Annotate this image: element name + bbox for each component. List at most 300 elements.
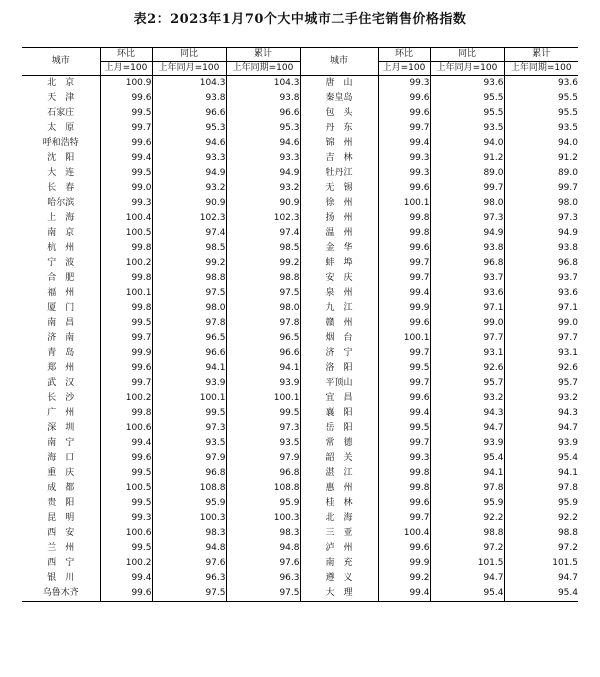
left-city-cell: 重 庆	[47, 468, 75, 478]
right-city-cell: 北 海	[300, 511, 378, 526]
left-mom-cell: 100.9	[100, 76, 152, 92]
right-mom-cell: 100.1	[378, 196, 430, 211]
table-row	[22, 331, 578, 346]
right-mom-cell: 99.6	[378, 181, 430, 196]
left-cum-cell: 97.9	[226, 451, 300, 466]
table-row	[22, 451, 578, 466]
left-mom-cell: 99.6	[100, 361, 152, 376]
header-cumulative-right: 累计	[504, 48, 578, 62]
right-cum-cell: 94.7	[504, 571, 578, 586]
left-cum-cell: 100.3	[226, 511, 300, 526]
left-yoy-cell: 97.5	[152, 286, 226, 301]
right-mom-cell: 99.6	[378, 316, 430, 331]
left-yoy-cell: 98.5	[152, 241, 226, 256]
right-cum-cell: 97.1	[504, 301, 578, 316]
left-city-cell: 杭 州	[47, 243, 75, 253]
right-city-cell: 金 华	[300, 241, 378, 256]
left-city-cell: 合 肥	[47, 273, 75, 283]
left-cum-cell: 102.3	[226, 211, 300, 226]
right-cum-cell: 98.8	[504, 526, 578, 541]
left-city-cell: 天 津	[47, 93, 75, 103]
left-cum-cell: 96.8	[226, 466, 300, 481]
left-mom-cell: 99.5	[100, 466, 152, 481]
left-cum-cell: 96.5	[226, 331, 300, 346]
right-cum-cell: 89.0	[504, 166, 578, 181]
right-mom-cell: 99.8	[378, 466, 430, 481]
left-city-cell: 沈 阳	[47, 153, 75, 163]
left-mom-cell: 99.6	[100, 451, 152, 466]
left-mom-cell: 99.6	[100, 91, 152, 106]
right-city-cell: 温 州	[300, 226, 378, 241]
left-city-cell: 宁 波	[47, 258, 75, 268]
left-cum-cell: 97.5	[226, 286, 300, 301]
header-mom-base-right: 上月=100	[378, 62, 430, 76]
table-row	[22, 106, 578, 121]
right-cum-cell: 101.5	[504, 556, 578, 571]
right-city-cell: 赣 州	[300, 316, 378, 331]
left-city-cell: 武 汉	[47, 378, 75, 388]
right-cum-cell: 94.0	[504, 136, 578, 151]
left-cum-cell: 95.3	[226, 121, 300, 136]
left-city-cell: 广 州	[47, 408, 75, 418]
table-row	[22, 511, 578, 526]
left-yoy-cell: 97.4	[152, 226, 226, 241]
right-mom-cell: 99.9	[378, 301, 430, 316]
left-mom-cell: 99.5	[100, 541, 152, 556]
right-mom-cell: 99.7	[378, 256, 430, 271]
left-mom-cell: 99.5	[100, 166, 152, 181]
right-yoy-cell: 97.7	[430, 331, 504, 346]
table-row	[22, 406, 578, 421]
right-yoy-cell: 95.4	[430, 586, 504, 602]
right-mom-cell: 100.4	[378, 526, 430, 541]
left-city-cell: 海 口	[47, 453, 75, 463]
right-yoy-cell: 95.5	[430, 91, 504, 106]
header-yoy-base-left: 上年同月=100	[152, 62, 226, 76]
right-yoy-cell: 89.0	[430, 166, 504, 181]
right-mom-cell: 99.6	[378, 541, 430, 556]
right-mom-cell: 99.2	[378, 571, 430, 586]
header-mom-base-left: 上月=100	[100, 62, 152, 76]
left-cum-cell: 95.9	[226, 496, 300, 511]
left-yoy-cell: 96.5	[152, 331, 226, 346]
table-header	[22, 48, 578, 76]
right-cum-cell: 95.5	[504, 91, 578, 106]
table-row	[22, 166, 578, 181]
left-cum-cell: 93.2	[226, 181, 300, 196]
left-cum-cell: 94.8	[226, 541, 300, 556]
right-cum-cell: 99.7	[504, 181, 578, 196]
table-row	[22, 586, 578, 602]
left-yoy-cell: 95.9	[152, 496, 226, 511]
header-cumulative-left: 累计	[226, 48, 300, 62]
left-cum-cell: 97.5	[226, 586, 300, 602]
left-city-cell: 济 南	[47, 333, 75, 343]
left-mom-cell: 100.1	[100, 286, 152, 301]
left-yoy-cell: 104.3	[152, 76, 226, 92]
left-cum-cell: 98.5	[226, 241, 300, 256]
right-mom-cell: 100.1	[378, 331, 430, 346]
left-yoy-cell: 93.9	[152, 376, 226, 391]
table-row	[22, 256, 578, 271]
right-city-cell: 牡丹江	[300, 166, 378, 181]
left-mom-cell: 99.7	[100, 121, 152, 136]
left-city-cell: 成 都	[47, 483, 75, 493]
right-cum-cell: 95.9	[504, 496, 578, 511]
right-yoy-cell: 97.1	[430, 301, 504, 316]
left-city-cell: 南 昌	[47, 318, 75, 328]
left-cum-cell: 98.3	[226, 526, 300, 541]
right-city-cell: 泸 州	[300, 541, 378, 556]
right-mom-cell: 99.3	[378, 166, 430, 181]
right-city-cell: 丹 东	[300, 121, 378, 136]
header-cum-base-left: 上年同期=100	[226, 62, 300, 76]
right-cum-cell: 93.6	[504, 286, 578, 301]
right-cum-cell: 92.6	[504, 361, 578, 376]
left-cum-cell: 90.9	[226, 196, 300, 211]
table-row	[22, 136, 578, 151]
table-body	[22, 76, 578, 602]
right-city-cell: 蚌 埠	[300, 256, 378, 271]
left-cum-cell: 99.5	[226, 406, 300, 421]
left-yoy-cell: 98.8	[152, 271, 226, 286]
right-cum-cell: 94.3	[504, 406, 578, 421]
left-city-cell: 长 春	[47, 183, 75, 193]
left-city-cell: 南 宁	[47, 438, 75, 448]
left-city-cell: 厦 门	[47, 303, 75, 313]
right-cum-cell: 93.6	[504, 76, 578, 92]
left-city-cell: 长 沙	[47, 393, 75, 403]
left-yoy-cell: 99.5	[152, 406, 226, 421]
left-yoy-cell: 96.3	[152, 571, 226, 586]
right-yoy-cell: 94.9	[430, 226, 504, 241]
right-mom-cell: 99.4	[378, 586, 430, 602]
left-cum-cell: 104.3	[226, 76, 300, 92]
left-yoy-cell: 93.2	[152, 181, 226, 196]
left-yoy-cell: 102.3	[152, 211, 226, 226]
left-cum-cell: 108.8	[226, 481, 300, 496]
right-yoy-cell: 95.5	[430, 106, 504, 121]
right-city-cell: 韶 关	[300, 451, 378, 466]
left-cum-cell: 100.1	[226, 391, 300, 406]
table-row	[22, 421, 578, 436]
table-row	[22, 436, 578, 451]
right-yoy-cell: 93.6	[430, 76, 504, 92]
right-mom-cell: 99.6	[378, 241, 430, 256]
right-city-cell: 无 锡	[300, 181, 378, 196]
left-cum-cell: 97.4	[226, 226, 300, 241]
table-row	[22, 181, 578, 196]
header-cum-base-right: 上年同期=100	[504, 62, 578, 76]
table-row	[22, 571, 578, 586]
right-yoy-cell: 97.3	[430, 211, 504, 226]
table-row	[22, 121, 578, 136]
left-mom-cell: 99.4	[100, 571, 152, 586]
right-mom-cell: 99.4	[378, 406, 430, 421]
right-yoy-cell: 96.8	[430, 256, 504, 271]
right-cum-cell: 91.2	[504, 151, 578, 166]
left-mom-cell: 99.5	[100, 106, 152, 121]
left-cum-cell: 96.6	[226, 106, 300, 121]
right-mom-cell: 99.3	[378, 76, 430, 92]
left-yoy-cell: 97.8	[152, 316, 226, 331]
left-city-cell: 青 岛	[47, 348, 75, 358]
left-yoy-cell: 98.3	[152, 526, 226, 541]
left-cum-cell: 93.5	[226, 436, 300, 451]
right-cum-cell: 94.7	[504, 421, 578, 436]
right-cum-cell: 93.5	[504, 121, 578, 136]
right-city-cell: 九 江	[300, 301, 378, 316]
right-yoy-cell: 99.7	[430, 181, 504, 196]
right-city-cell: 湛 江	[300, 466, 378, 481]
right-cum-cell: 95.4	[504, 451, 578, 466]
right-city-cell: 吉 林	[300, 151, 378, 166]
right-mom-cell: 99.7	[378, 376, 430, 391]
left-mom-cell: 99.4	[100, 151, 152, 166]
table-title: 表2：2023年1月70个大中城市二手住宅销售价格指数	[133, 12, 467, 27]
right-yoy-cell: 94.3	[430, 406, 504, 421]
table-row	[22, 301, 578, 316]
right-city-cell: 三 亚	[300, 526, 378, 541]
right-cum-cell: 94.1	[504, 466, 578, 481]
right-yoy-cell: 93.6	[430, 286, 504, 301]
left-cum-cell: 97.3	[226, 421, 300, 436]
left-mom-cell: 99.6	[100, 586, 152, 602]
left-city-cell: 兰 州	[47, 543, 75, 553]
right-yoy-cell: 93.7	[430, 271, 504, 286]
table-row	[22, 91, 578, 106]
left-cum-cell: 96.3	[226, 571, 300, 586]
right-mom-cell: 99.5	[378, 421, 430, 436]
right-cum-cell: 93.2	[504, 391, 578, 406]
left-cum-cell: 96.6	[226, 346, 300, 361]
header-city-right: 城市	[300, 48, 378, 76]
left-cum-cell: 94.6	[226, 136, 300, 151]
table-row	[22, 271, 578, 286]
right-mom-cell: 99.6	[378, 91, 430, 106]
left-mom-cell: 99.0	[100, 181, 152, 196]
right-yoy-cell: 97.2	[430, 541, 504, 556]
left-mom-cell: 99.3	[100, 511, 152, 526]
left-mom-cell: 100.2	[100, 391, 152, 406]
left-cum-cell: 98.0	[226, 301, 300, 316]
left-city-cell: 南 京	[47, 228, 75, 238]
right-city-cell: 唐 山	[300, 76, 378, 92]
right-mom-cell: 99.3	[378, 451, 430, 466]
left-cum-cell: 99.2	[226, 256, 300, 271]
right-city-cell: 常 德	[300, 436, 378, 451]
right-city-cell: 安 庆	[300, 271, 378, 286]
right-mom-cell: 99.7	[378, 436, 430, 451]
left-mom-cell: 99.8	[100, 301, 152, 316]
right-city-cell: 南 充	[300, 556, 378, 571]
right-city-cell: 济 宁	[300, 346, 378, 361]
left-mom-cell: 100.6	[100, 526, 152, 541]
right-mom-cell: 99.4	[378, 136, 430, 151]
left-city-cell: 贵 阳	[47, 498, 75, 508]
table-row	[22, 76, 578, 92]
table-row	[22, 226, 578, 241]
right-yoy-cell: 94.0	[430, 136, 504, 151]
right-cum-cell: 97.3	[504, 211, 578, 226]
left-city-cell: 上 海	[47, 213, 75, 223]
left-cum-cell: 94.1	[226, 361, 300, 376]
right-cum-cell: 95.7	[504, 376, 578, 391]
right-yoy-cell: 91.2	[430, 151, 504, 166]
left-mom-cell: 99.8	[100, 241, 152, 256]
right-cum-cell: 97.2	[504, 541, 578, 556]
table-row	[22, 241, 578, 256]
table-row	[22, 211, 578, 226]
left-mom-cell: 99.5	[100, 316, 152, 331]
right-mom-cell: 99.7	[378, 271, 430, 286]
right-yoy-cell: 99.0	[430, 316, 504, 331]
right-cum-cell: 97.7	[504, 331, 578, 346]
left-yoy-cell: 97.6	[152, 556, 226, 571]
left-city-cell: 呼和浩特	[42, 138, 79, 148]
table-row	[22, 481, 578, 496]
table-row	[22, 346, 578, 361]
right-city-cell: 烟 台	[300, 331, 378, 346]
left-city-cell: 哈尔滨	[47, 198, 75, 208]
right-mom-cell: 99.6	[378, 496, 430, 511]
right-cum-cell: 92.2	[504, 511, 578, 526]
left-yoy-cell: 94.9	[152, 166, 226, 181]
right-yoy-cell: 94.7	[430, 421, 504, 436]
right-yoy-cell: 94.1	[430, 466, 504, 481]
table-row	[22, 556, 578, 571]
header-mom-left: 环比	[100, 48, 152, 62]
right-city-cell: 遵 义	[300, 571, 378, 586]
right-mom-cell: 99.7	[378, 121, 430, 136]
table-row	[22, 361, 578, 376]
right-yoy-cell: 93.5	[430, 121, 504, 136]
right-mom-cell: 99.8	[378, 481, 430, 496]
right-city-cell: 锦 州	[300, 136, 378, 151]
right-city-cell: 秦皇岛	[300, 91, 378, 106]
left-mom-cell: 99.8	[100, 406, 152, 421]
header-city-left: 城市	[22, 48, 100, 76]
left-city-cell: 太 原	[47, 123, 75, 133]
left-mom-cell: 99.9	[100, 346, 152, 361]
left-yoy-cell: 94.1	[152, 361, 226, 376]
table-row	[22, 196, 578, 211]
left-yoy-cell: 108.8	[152, 481, 226, 496]
price-index-table	[22, 47, 578, 602]
right-cum-cell: 96.8	[504, 256, 578, 271]
right-mom-cell: 99.5	[378, 361, 430, 376]
right-cum-cell: 98.0	[504, 196, 578, 211]
left-city-cell: 大 连	[47, 168, 75, 178]
right-cum-cell: 93.7	[504, 271, 578, 286]
right-city-cell: 平顶山	[300, 376, 378, 391]
right-yoy-cell: 93.8	[430, 241, 504, 256]
left-yoy-cell: 90.9	[152, 196, 226, 211]
right-yoy-cell: 97.8	[430, 481, 504, 496]
left-cum-cell: 93.9	[226, 376, 300, 391]
left-yoy-cell: 96.6	[152, 106, 226, 121]
right-mom-cell: 99.7	[378, 346, 430, 361]
left-yoy-cell: 93.8	[152, 91, 226, 106]
right-city-cell: 泉 州	[300, 286, 378, 301]
right-cum-cell: 99.0	[504, 316, 578, 331]
left-cum-cell: 97.8	[226, 316, 300, 331]
left-yoy-cell: 95.3	[152, 121, 226, 136]
table-row	[22, 526, 578, 541]
left-city-cell: 深 圳	[47, 423, 75, 433]
left-city-cell: 昆 明	[47, 513, 75, 523]
left-yoy-cell: 94.6	[152, 136, 226, 151]
left-yoy-cell: 96.8	[152, 466, 226, 481]
table-row	[22, 466, 578, 481]
left-yoy-cell: 94.8	[152, 541, 226, 556]
right-yoy-cell: 92.2	[430, 511, 504, 526]
table-row	[22, 286, 578, 301]
right-yoy-cell: 101.5	[430, 556, 504, 571]
right-mom-cell: 99.8	[378, 211, 430, 226]
right-city-cell: 宜 昌	[300, 391, 378, 406]
right-city-cell: 桂 林	[300, 496, 378, 511]
header-yoy-right: 同比	[430, 48, 504, 62]
right-cum-cell: 93.8	[504, 241, 578, 256]
left-cum-cell: 98.8	[226, 271, 300, 286]
left-city-cell: 西 宁	[47, 558, 75, 568]
right-cum-cell: 93.1	[504, 346, 578, 361]
left-mom-cell: 100.4	[100, 211, 152, 226]
right-yoy-cell: 92.6	[430, 361, 504, 376]
right-city-cell: 襄 阳	[300, 406, 378, 421]
right-yoy-cell: 94.7	[430, 571, 504, 586]
right-cum-cell: 97.8	[504, 481, 578, 496]
right-cum-cell: 95.4	[504, 586, 578, 602]
right-city-cell: 惠 州	[300, 481, 378, 496]
left-mom-cell: 100.6	[100, 421, 152, 436]
left-yoy-cell: 99.2	[152, 256, 226, 271]
left-yoy-cell: 97.3	[152, 421, 226, 436]
right-mom-cell: 99.4	[378, 286, 430, 301]
right-mom-cell: 99.3	[378, 151, 430, 166]
left-city-cell: 西 安	[47, 528, 75, 538]
header-yoy-base-right: 上年同月=100	[430, 62, 504, 76]
left-mom-cell: 99.7	[100, 376, 152, 391]
left-mom-cell: 100.2	[100, 556, 152, 571]
left-mom-cell: 99.8	[100, 271, 152, 286]
left-cum-cell: 97.6	[226, 556, 300, 571]
left-mom-cell: 99.3	[100, 196, 152, 211]
right-mom-cell: 99.9	[378, 556, 430, 571]
header-yoy-left: 同比	[152, 48, 226, 62]
right-yoy-cell: 95.9	[430, 496, 504, 511]
table-row	[22, 376, 578, 391]
left-yoy-cell: 100.3	[152, 511, 226, 526]
left-city-cell: 福 州	[47, 288, 75, 298]
right-yoy-cell: 93.9	[430, 436, 504, 451]
right-city-cell: 大 理	[300, 586, 378, 602]
table-row	[22, 151, 578, 166]
left-cum-cell: 93.8	[226, 91, 300, 106]
right-city-cell: 岳 阳	[300, 421, 378, 436]
table-row	[22, 541, 578, 556]
right-yoy-cell: 98.8	[430, 526, 504, 541]
left-mom-cell: 99.7	[100, 331, 152, 346]
right-yoy-cell: 95.7	[430, 376, 504, 391]
right-cum-cell: 94.9	[504, 226, 578, 241]
left-mom-cell: 100.5	[100, 226, 152, 241]
left-city-cell: 北 京	[47, 78, 75, 88]
left-city-cell: 银 川	[47, 573, 75, 583]
right-city-cell: 包 头	[300, 106, 378, 121]
left-yoy-cell: 97.5	[152, 586, 226, 602]
